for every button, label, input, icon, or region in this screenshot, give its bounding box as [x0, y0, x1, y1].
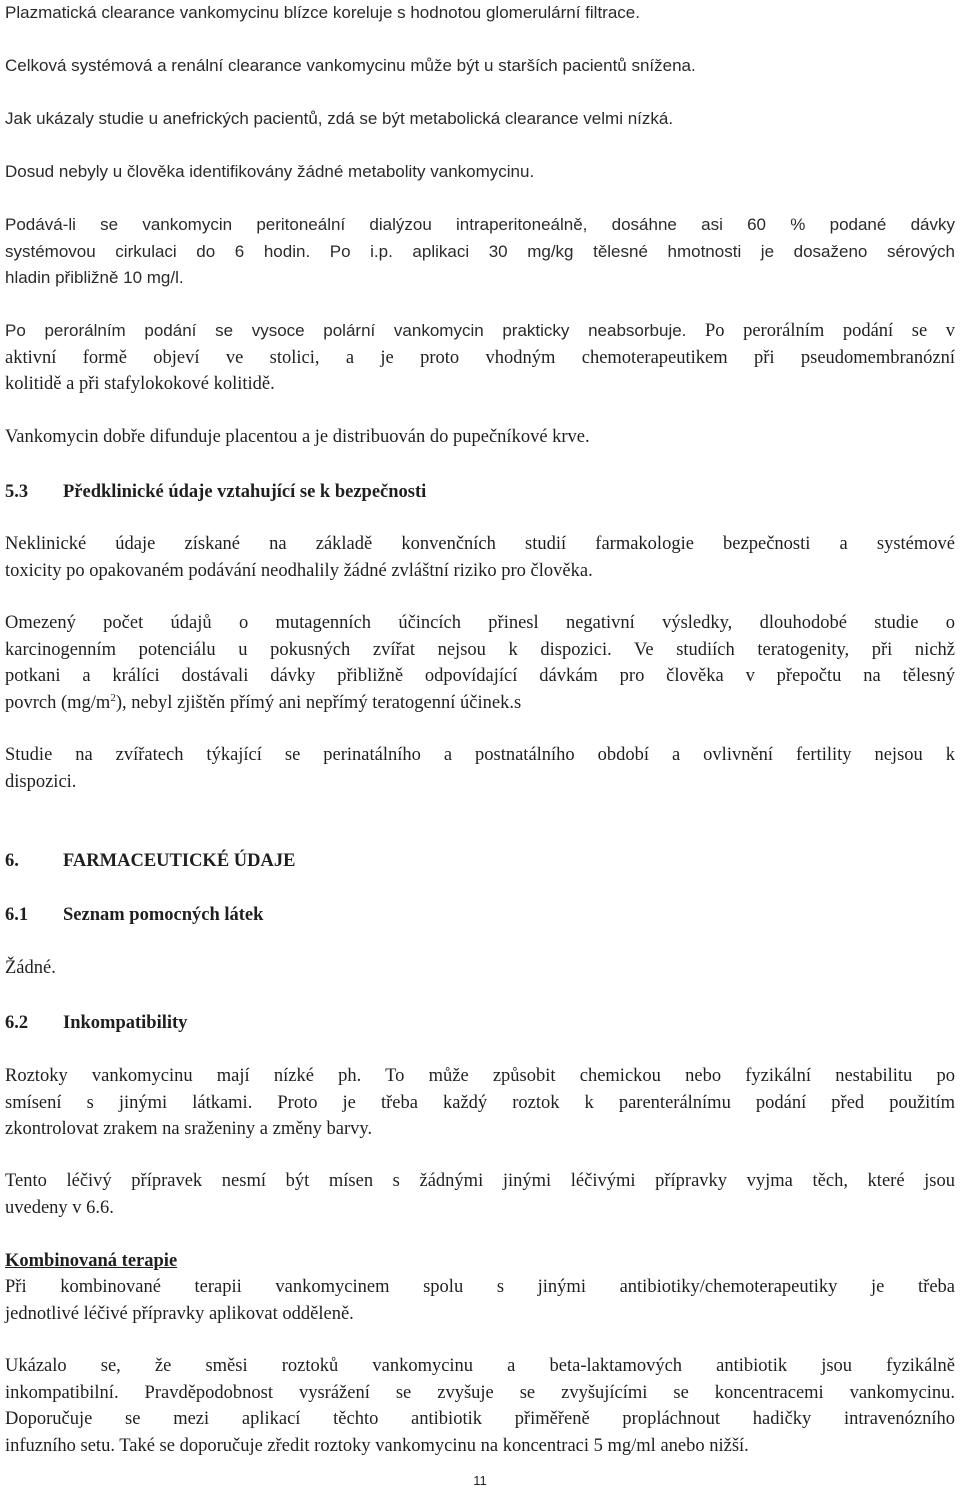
paragraph-placenta — [5, 424, 955, 451]
section-title: FARMACEUTICKÉ ÚDAJE — [63, 851, 296, 871]
paragraph-excipients — [5, 955, 955, 982]
text-line: potkani a králíci dostávali dávky přibližně odpovídající dávkám pro člověka v přepočtu na tělesný — [5, 666, 955, 686]
text-line: Jak ukázaly studie u anefrických pacientů, zdá se být metabolická clearance velmi nízká. — [5, 109, 674, 128]
text-line: Studie na zvířatech týkající se perinatálního a postnatálního období a ovlivnění fertility nejsou k — [5, 745, 955, 765]
text-line: toxicity po opakovaném podávání neodhalily žádné zvláštní riziko pro člověka. — [5, 560, 593, 581]
section-title: Seznam pomocných látek — [63, 905, 264, 925]
text-line: infuzního setu. Také se doporučuje zředit roztoky vankomycinu na koncentraci 5 mg/ml anebo nižší. — [5, 1435, 749, 1456]
heading-6 — [5, 848, 295, 874]
subheading-combination-therapy: Kombinovaná terapie — [5, 1251, 178, 1271]
text-line: karcinogenním potenciálu u pokusných zvířat nejsou k dispozici. Ve studiích teratogenity, při nichž — [5, 639, 955, 660]
heading-6-2 — [5, 1010, 187, 1036]
sans-text-run: Po perorálním podání se vysoce polární vankomycin prakticky neabsorbuje. — [5, 321, 687, 340]
paragraph-oral-administration — [5, 318, 955, 398]
text-line: uvedeny v 6.6. — [5, 1197, 114, 1218]
text-line — [5, 318, 955, 345]
paragraph-ph — [5, 1063, 955, 1143]
text-line: kolitidě a při stafylokokové kolitidě. — [5, 374, 275, 394]
paragraph-peritoneal-dialysis — [5, 212, 955, 292]
section-title: Inkompatibility — [63, 1013, 188, 1033]
text-line: zkontrolovat zrakem na sraženiny a změny barvy. — [5, 1119, 373, 1139]
heading-6-1 — [5, 902, 263, 928]
section-number: 6. — [5, 851, 19, 871]
text-line: smísení s jinými látkami. Proto je třeba každý roztok k parenterálnímu podání před použitím — [5, 1092, 955, 1113]
text-run: povrch (mg/m — [5, 692, 111, 713]
text-line: Plazmatická clearance vankomycinu blízce koreluje s hodnotou glomerulární filtrace. — [5, 3, 640, 22]
text-line: Při kombinované terapii vankomycinem spolu s jinými antibiotiky/chemoterapeutiky je třeba — [5, 1277, 955, 1297]
paragraph-perinatal — [5, 742, 955, 795]
text-line: hladin přibližně 10 mg/l. — [5, 268, 184, 287]
section-number: 6.2 — [5, 1013, 29, 1033]
paragraph-anephric — [5, 106, 955, 133]
text-line: Celková systémová a renální clearance vankomycinu může být u starších pacientů snížena. — [5, 56, 696, 75]
paragraph-metabolites — [5, 159, 955, 186]
text-line: Žádné. — [5, 958, 56, 978]
text-line: inkompatibilní. Pravděpodobnost vysrážení se zvyšuje se zvyšujícími se koncentracemi vankomycinu. — [5, 1382, 955, 1403]
paragraph-nonclinical-data — [5, 531, 955, 584]
paragraph-combination-therapy — [5, 1274, 955, 1327]
text-line: Tento léčivý přípravek nesmí být mísen s žádnými jinými léčivými přípravky vyjma těch, které jsou — [5, 1171, 955, 1191]
text-line: Roztoky vankomycinu mají nízké ph. To může způsobit chemickou nebo fyzikální nestabilitu po — [5, 1066, 955, 1086]
serif-text-run: Po perorálním podání se v — [686, 321, 955, 341]
text-line: aktivní formě objeví ve stolici, a je proto vhodným chemoterapeutikem při pseudomembranózní — [5, 347, 955, 368]
page-number: 11 — [473, 1473, 487, 1488]
section-number: 5.3 — [5, 482, 29, 502]
paragraph-elderly-clearance — [5, 53, 955, 80]
section-title: Předklinické údaje vztahující se k bezpečnosti — [63, 482, 427, 502]
text-line: systémovou cirkulaci do 6 hodin. Po i.p. aplikaci 30 mg/kg tělesné hmotnosti je dosaženo sérových — [5, 241, 955, 261]
text-line: Podává-li se vankomycin peritoneální dialýzou intraperitoneálně, dosáhne asi 60 % podané dávky — [5, 215, 955, 234]
heading-5-3 — [5, 479, 426, 505]
paragraph-plasma-clearance — [5, 0, 955, 27]
text-run: ), nebyl zjištěn přímý ani nepřímý teratogenní účinek.s — [115, 692, 522, 713]
text-line: Ukázalo se, že směsi roztoků vankomycinu a beta-laktamových antibiotik jsou fyzikálně — [5, 1356, 955, 1376]
text-line: Doporučuje se mezi aplikací těchto antibiotik přiměřeně propláchnout hadičky intravenózního — [5, 1409, 955, 1429]
text-line: Neklinické údaje získané na základě konvenčních studií farmakologie bezpečnosti a systémové — [5, 534, 955, 554]
section-number: 6.1 — [5, 905, 29, 925]
paragraph-mutagenicity — [5, 610, 955, 716]
text-line: Vankomycin dobře difunduje placentou a je distribuován do pupečníkové krve. — [5, 427, 590, 447]
text-line: Omezený počet údajů o mutagenních účincích přinesl negativní výsledky, dlouhodobé studie o — [5, 613, 955, 633]
text-line — [5, 690, 955, 717]
paragraph-no-mixing — [5, 1168, 955, 1221]
paragraph-beta-lactam — [5, 1353, 955, 1459]
text-line: jednotlivé léčivé přípravky aplikovat odděleně. — [5, 1303, 354, 1324]
superscript: 2 — [110, 691, 116, 704]
text-line: dispozici. — [5, 771, 77, 792]
text-line: Dosud nebyly u člověka identifikovány žádné metabolity vankomycinu. — [5, 162, 535, 181]
